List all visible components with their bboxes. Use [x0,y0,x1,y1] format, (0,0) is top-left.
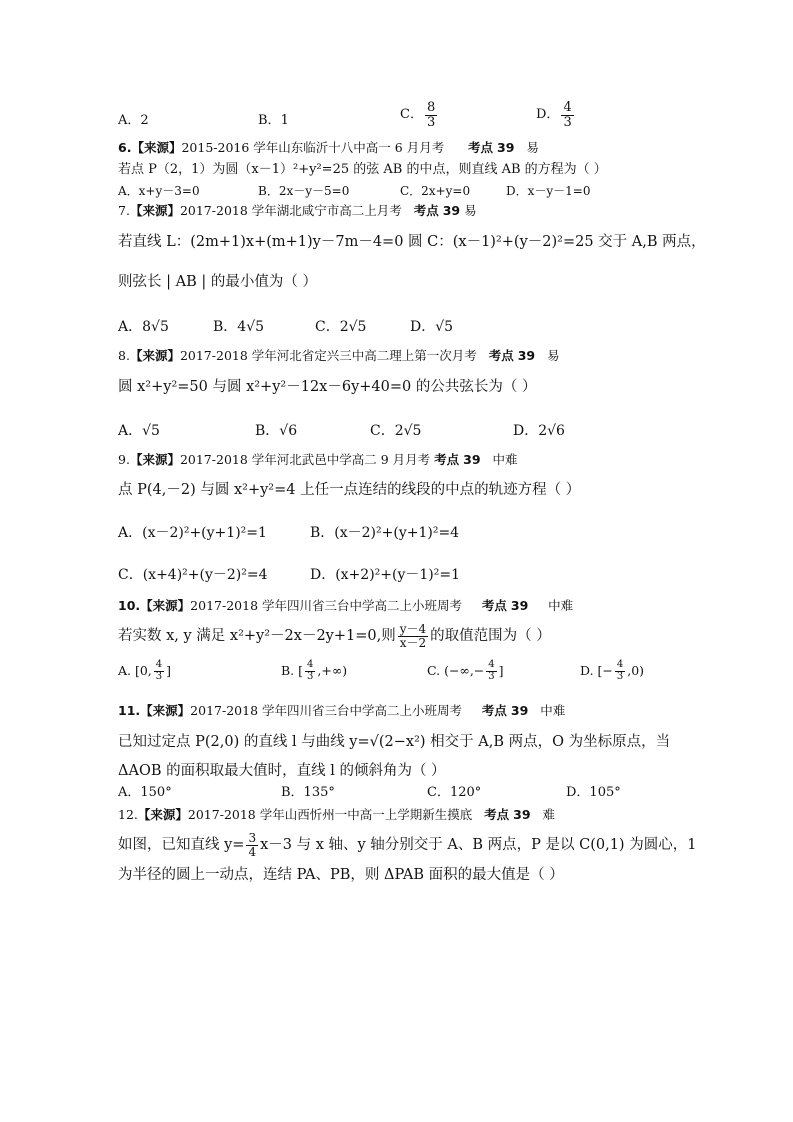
q6-option-b: B．2x－y－5=0 [258,184,350,198]
q11-stem: 已知过定点 P(2,0) 的直线 l 与曲线 y=√(2−x²) 相交于 A,B 两点，O 为坐标原点，当 [118,734,671,750]
q8-stem: 圆 x²+y²=50 与圆 x²+y²－12x－6y+40=0 的公共弦长为（ ） [118,379,537,395]
q5-options [118,100,733,137]
q7-options [118,318,733,336]
q9-stem: 点 P(4,－2) 与圆 x²+y²=4 上任一点连结的线段的中点的轨迹方程（ ） [118,482,581,498]
q7-option-d: D．√5 [410,319,454,335]
q10-stem: 若实数 x, y 满足 x²+y²－2x－2y+1=0,则 $\frac{y-4}{x-2}$ 的取值范围为（ ） [118,621,551,650]
q10-option-b: B. [ $\frac{4}{3}$ ,+∞) [281,659,348,682]
q11-option-c: C．120° [427,785,482,800]
q10-option-a: A. [0, $\frac{4}{3}$ ] [118,659,172,682]
q6-option-d: D．x－y－1=0 [506,184,591,198]
q10-option-d: D. [− $\frac{4}{3}$ ,0) [580,659,645,682]
q5-option-a: A．2 [118,113,149,128]
q8-option-d: D．2√6 [513,423,565,439]
q9-source-line: 9.【来源】2017-2018 学年河北武邑中学高二 9 月月考 考点 39 中难 [118,452,518,467]
q7-option-b: B．4√5 [213,319,265,335]
q11-options [118,784,733,802]
q9-option-a: A．(x－2)²+(y+1)²=1 [118,525,267,541]
q11-option-b: B．135° [281,785,335,800]
q9-options-row-2 [118,566,733,584]
q6-source-line: 6.【来源】2015-2016 学年山东临沂十八中高一 6 月月考 考点 39 易 [118,140,539,155]
q12-stem: 如图，已知直线 y= $\frac{3}{4}$ x－3 与 x 轴、y 轴分别交于 A、B 两点，P 是以 C(0,1) 为圆心，1 [118,830,697,859]
q7-stem-2: 则弦长 | AB | 的最小值为（ ） [118,274,317,290]
q11-option-a: A．150° [118,785,172,800]
q6-stem: 若点 P（2，1）为圆（x－1）²+y²=25 的弦 AB 的中点，则直线 AB 的方程为（ ） [118,162,607,177]
q5-option-b: B．1 [258,113,289,128]
q6-option-a: A．x+y－3=0 [118,184,200,198]
q8-option-b: B．√6 [255,423,298,439]
q8-options [118,422,733,440]
q10-options [118,660,733,694]
q9-option-c: C．(x+4)²+(y－2)²=4 [118,567,268,583]
q11-option-d: D．105° [566,785,621,800]
q6-options [118,182,733,200]
q9-options-row-1 [118,524,733,542]
q11-source-line: 11.【来源】2017-2018 学年四川省三台中学高二上小班周考 考点 39 中难 [118,703,566,718]
q7-option-c: C．2√5 [315,319,367,335]
q6-option-c: C．2x+y=0 [400,184,471,198]
q8-source-line: 8.【来源】2017-2018 学年河北省定兴三中高二理上第一次月考 考点 39 易 [118,348,560,363]
q11-stem-2: ΔAOB 的面积取最大值时，直线 l 的倾斜角为（ ） [118,763,446,779]
q8-option-a: A．√5 [118,423,160,439]
q9-option-b: B．(x－2)²+(y+1)²=4 [310,525,460,541]
q9-option-d: D．(x+2)²+(y－1)²=1 [310,567,461,583]
q8-option-c: C．2√5 [370,423,422,439]
q10-option-c: C. (−∞,− $\frac{4}{3}$ ] [427,659,504,682]
q5-option-d: D． $\frac{4}{3}$ [536,100,572,130]
q7-option-a: A．8√5 [118,319,169,335]
q7-source-line: 7.【来源】2017-2018 学年湖北咸宁市高二上月考 考点 39 易 [118,203,477,218]
q10-source-line: 10.【来源】2017-2018 学年四川省三台中学高二上小班周考 考点 39 中难 [118,598,574,613]
q7-stem: 若直线 L：(2m+1)x+(m+1)y－7m－4=0 圆 C：(x－1)²+(y－2)²=25 交于 A,B 两点， [118,234,706,250]
q12-source-line: 12.【来源】2017-2018 学年山西忻州一中高一上学期新生摸底 考点 39 难 [118,807,555,822]
q12-stem-2: 为半径的圆上一动点，连结 PA、PB，则 ΔPAB 面积的最大值是（ ） [118,867,564,883]
q5-option-c: C． $\frac{8}{3}$ [400,100,436,130]
